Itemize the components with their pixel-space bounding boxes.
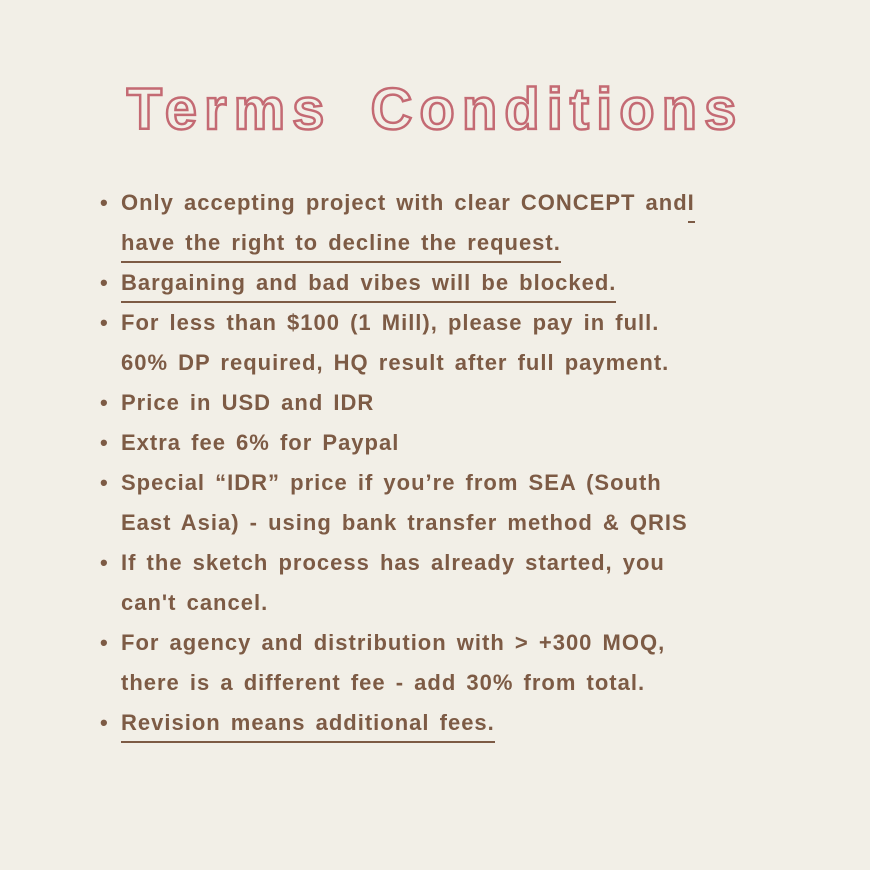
term-lines bbox=[121, 703, 790, 743]
term-text: 60% DP required, HQ result after full payment. bbox=[121, 350, 670, 375]
terms-list bbox=[100, 183, 790, 743]
term-item bbox=[100, 383, 790, 423]
term-text-underlined: Bargaining and bad vibes will be blocked. bbox=[121, 268, 616, 303]
term-line bbox=[121, 183, 790, 223]
term-text: there is a different fee - add 30% from total. bbox=[121, 670, 646, 695]
term-line bbox=[121, 503, 790, 543]
term-lines bbox=[121, 183, 790, 263]
bullet-icon: • bbox=[100, 270, 109, 295]
bullet-icon: • bbox=[100, 190, 109, 215]
term-text: Extra fee 6% for Paypal bbox=[121, 430, 400, 455]
term-line bbox=[121, 263, 790, 303]
bullet-icon: • bbox=[100, 550, 109, 575]
term-line bbox=[121, 343, 790, 383]
term-text: can't cancel. bbox=[121, 590, 269, 615]
term-item bbox=[100, 303, 790, 383]
term-line bbox=[121, 223, 790, 263]
term-item bbox=[100, 703, 790, 743]
bullet-icon: • bbox=[100, 430, 109, 455]
term-item bbox=[100, 183, 790, 263]
term-lines bbox=[121, 423, 790, 463]
term-text-underlined: I bbox=[688, 188, 695, 223]
page-title: Terms Conditions bbox=[126, 77, 744, 142]
term-text: For less than $100 (1 Mill), please pay in full. bbox=[121, 310, 660, 335]
term-lines bbox=[121, 463, 790, 543]
term-lines bbox=[121, 623, 790, 703]
bullet-icon: • bbox=[100, 470, 109, 495]
term-text: Special “IDR” price if you’re from SEA (South bbox=[121, 470, 662, 495]
bullet-icon: • bbox=[100, 630, 109, 655]
term-line bbox=[121, 663, 790, 703]
term-text: Only accepting project with clear CONCEPT and bbox=[121, 190, 688, 215]
term-item bbox=[100, 423, 790, 463]
term-line bbox=[121, 463, 790, 503]
term-item bbox=[100, 623, 790, 703]
term-item bbox=[100, 543, 790, 623]
bullet-icon: • bbox=[100, 710, 109, 735]
term-line bbox=[121, 303, 790, 343]
term-text-underlined: have the right to decline the request. bbox=[121, 228, 561, 263]
term-lines bbox=[121, 263, 790, 303]
bullet-icon: • bbox=[100, 310, 109, 335]
term-line bbox=[121, 703, 790, 743]
term-text: If the sketch process has already started, you bbox=[121, 550, 665, 575]
term-text-underlined: Revision means additional fees. bbox=[121, 708, 495, 743]
term-item bbox=[100, 463, 790, 543]
term-text: East Asia) - using bank transfer method & QRIS bbox=[121, 510, 688, 535]
term-line bbox=[121, 583, 790, 623]
term-text: For agency and distribution with > +300 MOQ, bbox=[121, 630, 666, 655]
term-lines bbox=[121, 543, 790, 623]
term-lines bbox=[121, 383, 790, 423]
bullet-icon: • bbox=[100, 390, 109, 415]
term-lines bbox=[121, 303, 790, 383]
term-line bbox=[121, 543, 790, 583]
term-line bbox=[121, 623, 790, 663]
term-text: Price in USD and IDR bbox=[121, 390, 375, 415]
term-item bbox=[100, 263, 790, 303]
term-line bbox=[121, 423, 790, 463]
term-line bbox=[121, 383, 790, 423]
